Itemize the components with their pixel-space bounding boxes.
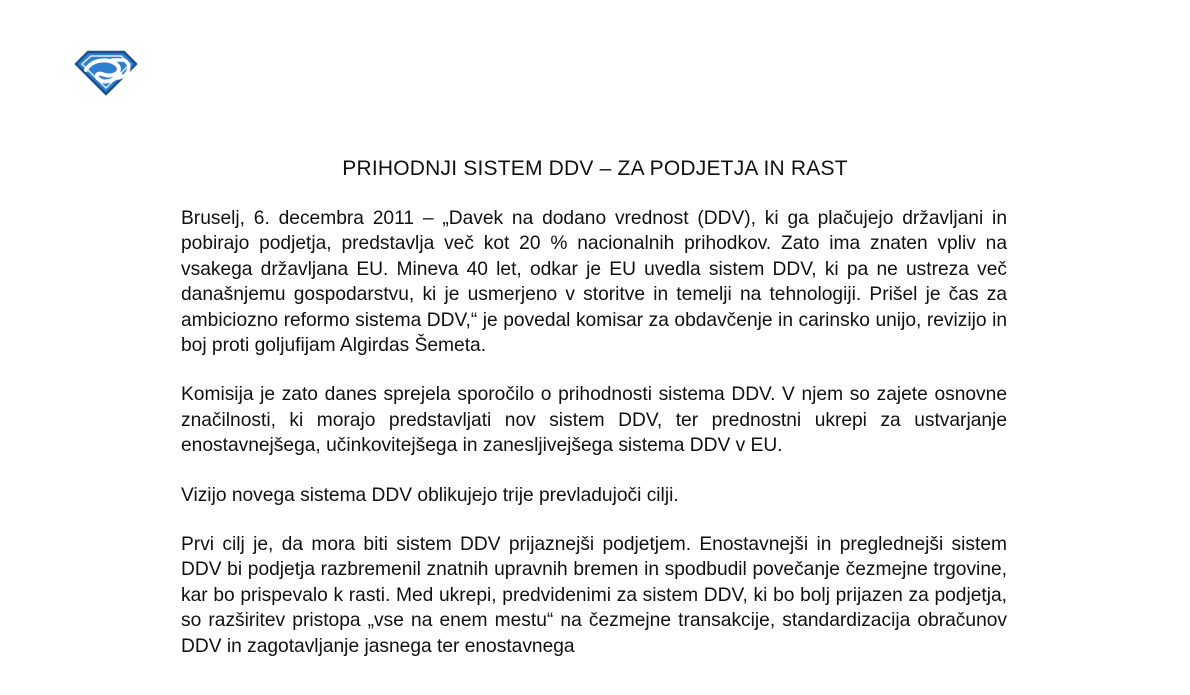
paragraph-communication: Komisija je zato danes sprejela sporočilo o prihodnosti sistema DDV. V njem so zajete osnovne značilnosti, ki morajo predstavljati nov sistem DDV, ter prednostni ukrepi za ustvarjanje enostavnejšega, učinkovitejšega in zanesljivejšega sistema DDV v EU. — [181, 384, 1007, 457]
logo-shield-icon — [72, 46, 140, 98]
document-title: PRIHODNJI SISTEM DDV – ZA PODJETJA IN RAST — [342, 157, 848, 180]
paragraph-intro: Bruselj, 6. decembra 2011 – „Davek na dodano vrednost (DDV), ki ga plačujejo državljani in pobirajo podjetja, predstavlja več kot 20 % nacionalnih prihodkov. Zato ima znaten vpliv na vsakega državljana EU. Mineva 40 let, odkar je EU uvedla sistem DDV, ki pa ne ustreza več današnjemu gospodarstvu, ki je usmerjeno v storitve in temelji na tehnologiji. Prišel je čas za ambiciozno reformo sistema DDV,“ je povedal komisar za obdavčenje in carinsko unijo, revizijo in boj proti goljufijam Algirdas Šemeta. — [181, 208, 1007, 357]
document-body — [181, 206, 1007, 683]
company-logo — [72, 46, 140, 98]
paragraph-first-goal: Prvi cilj je, da mora biti sistem DDV prijaznejši podjetjem. Enostavnejši in preglednejši sistem DDV bi podjetja razbremenil znatnih upravnih bremen in spodbudil povečanje čezmejne trgovine, kar bo prispevalo k rasti. Med ukrepi, predvidenimi za sistem DDV, ki bo bolj prijazen za podjetja, so razširitev pristopa „vse na enem mestu“ na čezmejne transakcije, standardizacija obračunov DDV in zagotavljanje jasnega ter enostavnega — [181, 534, 1007, 657]
paragraph-vision: Vizijo novega sistema DDV oblikujejo trije prevladujoči cilji. — [181, 484, 679, 506]
